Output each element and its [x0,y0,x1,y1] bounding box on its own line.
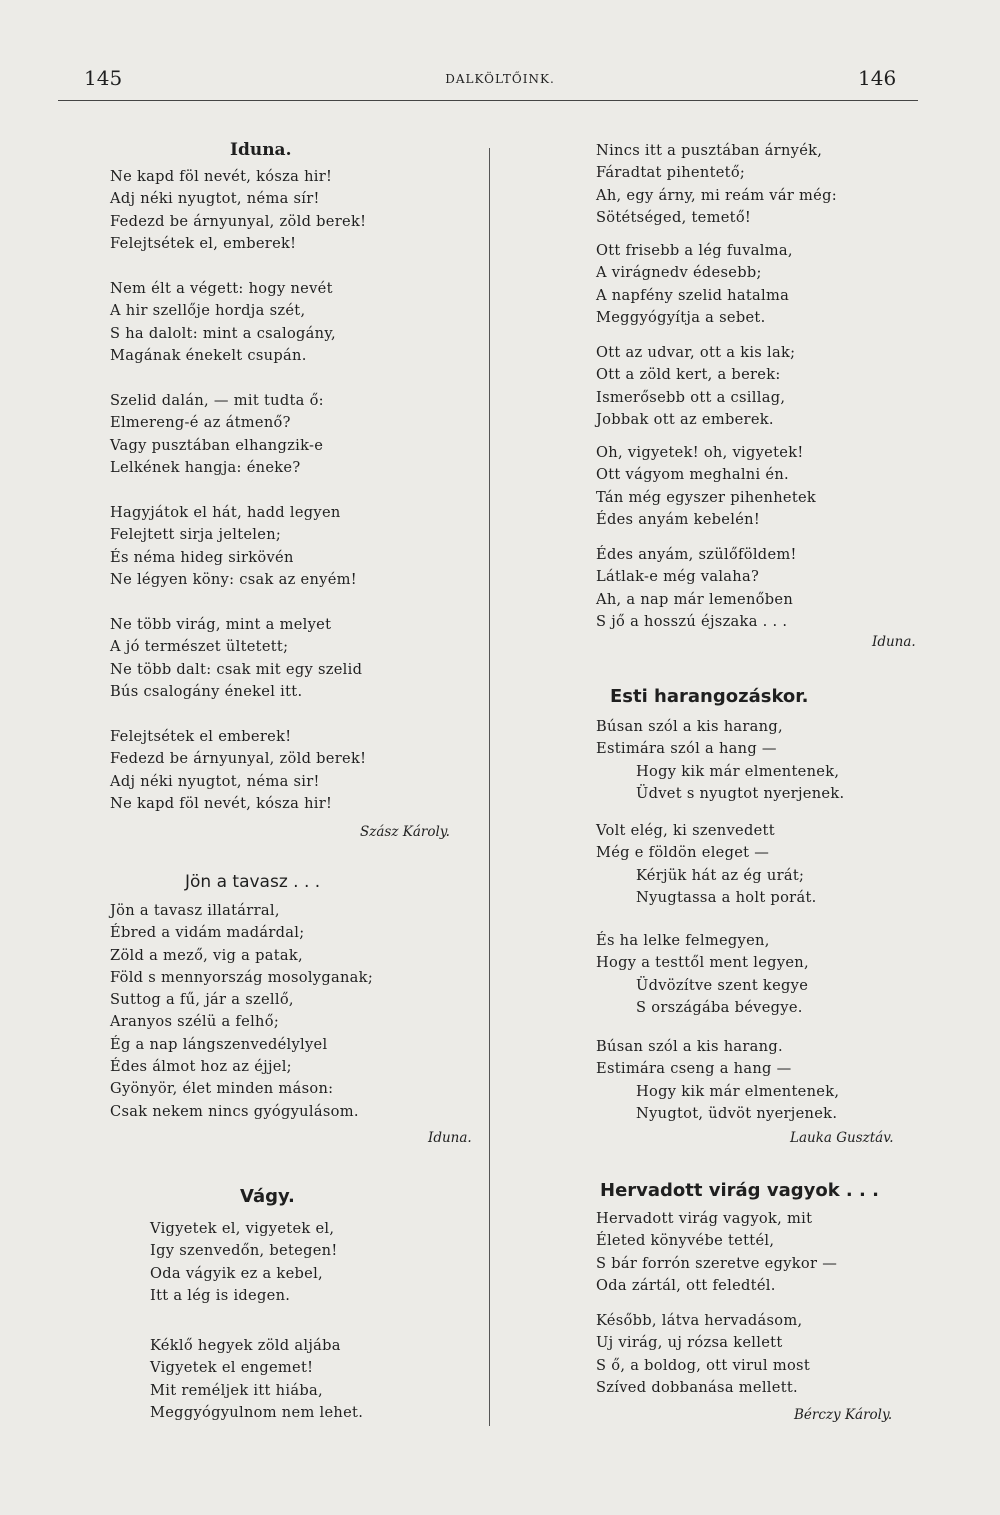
poem-line: Nyugtassa a holt porát. [636,888,817,906]
poem-line: Magának énekelt csupán. [110,346,307,364]
poem-line: Föld s mennyország mosolyganak; [110,968,374,986]
poem-line: S jő a hosszú éjszaka . . . [596,612,788,630]
poem-line: A virágnedv édesebb; [596,264,762,282]
poem-line: Hogy a testtől ment legyen, [596,954,809,972]
poem-line: Hogy kik már elmentenek, [636,762,840,780]
stanza [596,140,837,229]
poem-line: Adj néki nyugtot, néma sir! [110,772,320,790]
stanza [596,1310,810,1399]
poem-line: Hogy kik már elmentenek, [636,1082,840,1100]
header-rule [58,100,918,101]
poem-line: Búsan szól a kis harang. [596,1038,783,1055]
poem-line: Hervadott virág vagyok, mit [596,1210,813,1227]
poem-line: Vigyetek el, vigyetek el, [150,1220,335,1237]
stanza [110,614,362,703]
poem-line: Ott az udvar, ott a kis lak; [596,344,796,361]
poem-line: Ne kapd föl nevét, kósza hir! [110,168,333,185]
poem-line: S bár forrón szeretve egykor — [596,1254,838,1272]
poem-line: Oh, vigyetek! oh, vigyetek! [596,444,804,461]
stanza [110,278,336,367]
stanza [596,930,809,1019]
stanza [150,1335,363,1424]
poem-line: Fedezd be árnyunyal, zöld berek! [110,212,367,230]
poem-line: S ha dalolt: mint a csalogány, [110,324,336,342]
poem-line: Vigyetek el engemet! [150,1359,314,1377]
poem-line: Aranyos szélü a felhő; [110,1013,280,1031]
poem-line: Csak nekem nincs gyógyulásom. [110,1102,359,1120]
poem-line: Estimára szól a hang — [596,740,777,758]
stanza [110,502,357,591]
poem-line: Ne légyen köny: csak az enyém! [110,570,357,588]
poem-line: Nem élt a végett: hogy nevét [110,280,333,297]
poem-title-iduna: Iduna. [230,140,292,160]
poem-line: Ne több dalt: csak mit egy szelid [110,660,363,678]
poem-line: Lelkének hangja: éneke? [110,458,301,476]
poem-line: Ah, egy árny, mi reám vár még: [596,186,837,204]
poem-line: Fáradtat pihentető; [596,164,746,182]
stanza [596,1208,837,1297]
author-iduna: Iduna. [428,1130,472,1146]
stanza [596,342,795,431]
poem-line: A hir szellője hordja szét, [110,302,306,320]
author-szasz-karoly: Szász Károly. [360,824,450,840]
poem-line: Elmereng-é az átmenő? [110,414,291,432]
stanza [150,1218,338,1307]
poem-line: Vagy pusztában elhangzik-e [110,436,324,454]
poem-line: Ébred a vidám madárdal; [110,924,305,942]
poem-line: Jobbak ott az emberek. [596,410,774,428]
poem-line: A jó természet ültetett; [110,638,289,656]
poem-line: Zöld a mező, vig a patak, [110,946,303,964]
poem-line: Kérjük hát az ég urát; [636,866,805,884]
poem-line: Ne kapd föl nevét, kósza hir! [110,794,333,812]
poem-line: Búsan szól a kis harang, [596,718,783,735]
stanza [110,390,324,479]
poem-line: És néma hideg sirkövén [110,548,294,566]
poem-line: Sötétséged, temető! [596,208,752,226]
poem-line: Édes álmot hoz az éjjel; [110,1058,292,1076]
poem-line: Tán még egyszer pihenhetek [596,488,817,506]
poem-line: Életed könyvébe tettél, [596,1232,775,1250]
page-number-left: 145 [84,66,123,90]
poem-line: Ott a zöld kert, a berek: [596,366,781,384]
poem-line: Édes anyám, szülőföldem! [596,546,797,563]
poem-line: Szíved dobbanása mellett. [596,1378,798,1396]
poem-line: A napfény szelid hatalma [596,286,790,304]
author-iduna: Iduna. [872,634,916,650]
poem-line: Még e földön eleget — [596,844,770,862]
poem-line: Oda zártál, ott feledtél. [596,1276,776,1294]
poem-line: Adj néki nyugtot, néma sír! [110,190,320,208]
stanza [596,240,793,329]
poem-line: Ott vágyom meghalni én. [596,466,789,484]
poem-line: Hagyjátok el hát, hadd legyen [110,504,341,521]
page-number-right: 146 [858,66,897,90]
poem-line: Később, látva hervadásom, [596,1312,803,1329]
poem-line: Felejtsétek el, emberek! [110,234,297,252]
stanza [596,442,816,531]
poem-line: Ég a nap lángszenvedélylyel [110,1035,328,1053]
author-berczy-karoly: Bérczy Károly. [794,1407,893,1423]
poem-line: Felejtett sirja jeltelen; [110,526,282,544]
poem-title-hervadott-virag-vagyok: Hervadott virág vagyok . . . [600,1180,879,1201]
stanza [596,716,844,805]
stanza [110,166,366,255]
poem-line: Bús csalogány énekel itt. [110,682,303,700]
poem-title-esti-harangozaskor: Esti harangozáskor. [610,686,809,707]
poem-line: Édes anyám kebelén! [596,510,761,528]
stanza [596,544,797,633]
poem-line: Fedezd be árnyunyal, zöld berek! [110,750,367,768]
poem-line: Felejtsétek el emberek! [110,728,292,745]
author-lauka-gusztav: Lauka Gusztáv. [790,1130,894,1146]
stanza [110,900,373,1123]
poem-line: Suttog a fű, jár a szellő, [110,991,294,1009]
stanza [110,726,366,815]
poem-line: Szelid dalán, — mit tudta ő: [110,392,324,409]
poem-line: Volt elég, ki szenvedett [596,822,775,839]
running-title: DALKÖLTŐINK. [445,72,555,86]
poem-line: S országába bévegye. [636,998,803,1016]
stanza [596,1036,839,1125]
poem-line: Meggyógyítja a sebet. [596,308,766,326]
column-divider [489,148,490,1426]
poem-line: Igy szenvedőn, betegen! [150,1242,338,1260]
poem-line: Nyugtot, üdvöt nyerjenek. [636,1104,838,1122]
poem-line: Jön a tavasz illatárral, [110,902,280,919]
poem-line: Mit reméljek itt hiába, [150,1381,323,1399]
poem-line: S ő, a boldog, ott virul most [596,1356,811,1374]
poem-line: Kéklő hegyek zöld aljába [150,1337,341,1354]
poem-line: És ha lelke felmegyen, [596,932,770,949]
poem-line: Ismerősebb ott a csillag, [596,388,786,406]
stanza [596,820,817,909]
poem-line: Itt a lég is idegen. [150,1286,291,1304]
page-header [0,66,1000,96]
poem-line: Ne több virág, mint a melyet [110,616,332,633]
poem-line: Ah, a nap már lemenőben [596,590,794,608]
poem-line: Nincs itt a pusztában árnyék, [596,142,823,159]
poem-line: Gyönyör, élet minden máson: [110,1080,334,1098]
poem-line: Üdvet s nyugtot nyerjenek. [636,784,845,802]
poem-line: Üdvözítve szent kegye [636,976,809,994]
poem-line: Meggyógyulnom nem lehet. [150,1403,364,1421]
poem-line: Oda vágyik ez a kebel, [150,1264,323,1282]
poem-title-vagy: Vágy. [240,1186,295,1207]
poem-line: Estimára cseng a hang — [596,1060,792,1078]
poem-line: Uj virág, uj rózsa kellett [596,1334,783,1352]
poem-title-jon-a-tavasz: Jön a tavasz . . . [185,872,321,892]
poem-line: Ott frisebb a lég fuvalma, [596,242,793,259]
poem-line: Látlak-e még valaha? [596,568,760,586]
